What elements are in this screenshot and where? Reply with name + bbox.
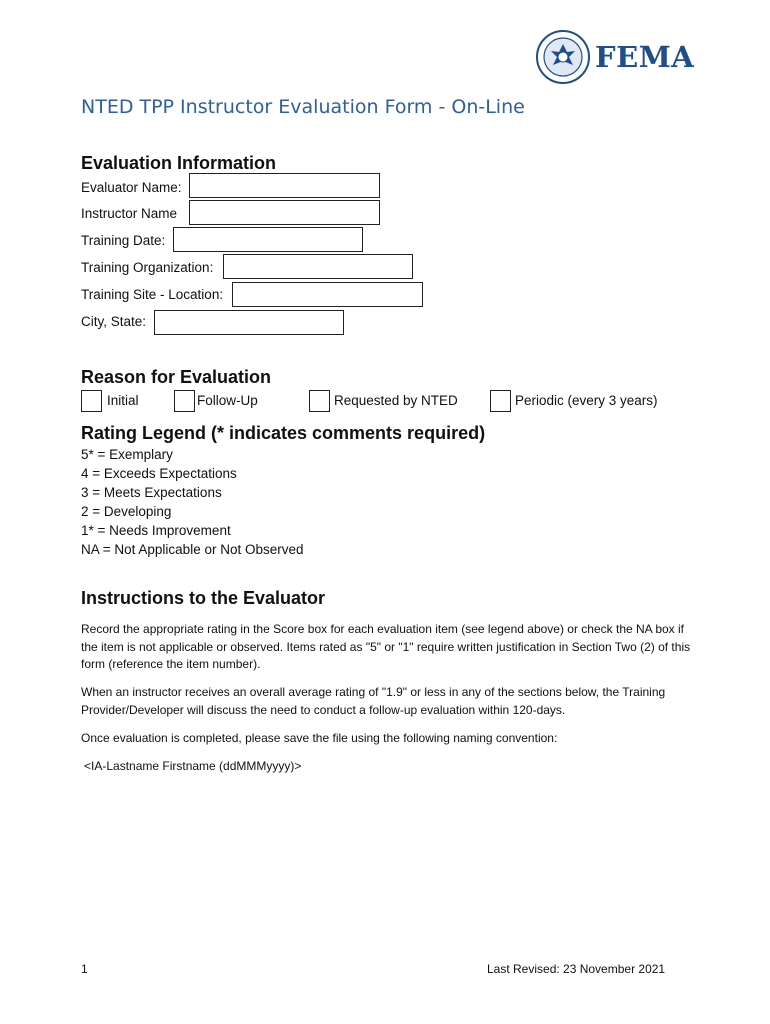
requested-by-nted-checkbox[interactable] bbox=[309, 390, 330, 412]
instructions-paragraph: When an instructor receives an overall average rating of "1.9" or less in any of the sections below, the Training Provider/Developer will discuss the need to conduct a follow-up evaluation within 120-days. bbox=[81, 685, 666, 717]
instructions-paragraph: Once evaluation is completed, please save the file using the following naming convention: bbox=[81, 731, 558, 745]
legend-item: 4 = Exceeds Expectations bbox=[81, 466, 237, 481]
evaluator-name-field[interactable] bbox=[189, 173, 380, 198]
page-title: NTED TPP Instructor Evaluation Form - On-Line bbox=[81, 96, 525, 118]
initial-label: Initial bbox=[107, 393, 139, 408]
legend-item: 5* = Exemplary bbox=[81, 447, 173, 462]
legend-item: 1* = Needs Improvement bbox=[81, 523, 231, 538]
fema-logo bbox=[536, 30, 695, 86]
periodic-checkbox[interactable] bbox=[490, 390, 511, 412]
periodic-label: Periodic (every 3 years) bbox=[515, 393, 658, 408]
legend-item: NA = Not Applicable or Not Observed bbox=[81, 542, 304, 557]
training-site-location-label: Training Site - Location: bbox=[81, 287, 224, 302]
city-state-field[interactable] bbox=[154, 310, 344, 335]
rating-legend-heading: Rating Legend (* indicates comments required) bbox=[81, 423, 486, 443]
instructions-heading: Instructions to the Evaluator bbox=[81, 588, 326, 608]
follow-up-label: Follow-Up bbox=[197, 393, 258, 408]
instructor-name-field[interactable] bbox=[189, 200, 380, 225]
training-site-location-field[interactable] bbox=[232, 282, 423, 307]
dhs-seal-icon bbox=[536, 30, 590, 84]
follow-up-checkbox[interactable] bbox=[174, 390, 195, 412]
city-state-label: City, State: bbox=[81, 314, 147, 329]
page-number: 1 bbox=[81, 962, 88, 976]
legend-item: 2 = Developing bbox=[81, 504, 172, 519]
last-revised: Last Revised: 23 November 2021 bbox=[487, 962, 666, 976]
requested-by-nted-label: Requested by NTED bbox=[334, 393, 458, 408]
instructor-name-label: Instructor Name bbox=[81, 206, 178, 221]
training-date-field[interactable] bbox=[173, 227, 363, 252]
reason-for-evaluation-heading: Reason for Evaluation bbox=[81, 367, 272, 387]
initial-checkbox[interactable] bbox=[81, 390, 102, 412]
evaluator-name-label: Evaluator Name: bbox=[81, 180, 182, 195]
instructions-paragraph: Record the appropriate rating in the Score box for each evaluation item (see legend above) or check the NA box if the item is not applicable or observed. Items rated as "5" or "1" require written justification in Section Two (2) of this form (reference the item number). bbox=[81, 622, 691, 671]
training-organization-field[interactable] bbox=[223, 254, 413, 279]
naming-convention: <IA-Lastname Firstname (ddMMMyyyy)> bbox=[84, 759, 302, 773]
training-date-label: Training Date: bbox=[81, 233, 166, 248]
legend-item: 3 = Meets Expectations bbox=[81, 485, 222, 500]
training-organization-label: Training Organization: bbox=[81, 260, 214, 275]
evaluation-information-heading: Evaluation Information bbox=[81, 153, 277, 173]
fema-logo-text: FEMA bbox=[595, 40, 695, 74]
